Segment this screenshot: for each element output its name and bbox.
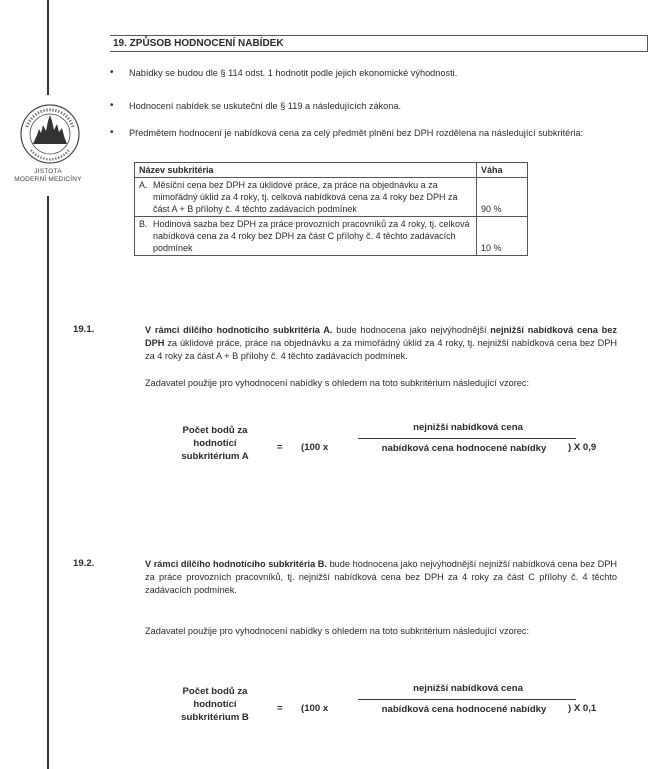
criterion-letter: B.	[139, 219, 148, 229]
bold-phrase: V rámci dílčího hodnotícího subkritéria B.	[145, 559, 327, 569]
bullet-dot-icon: •	[110, 127, 114, 138]
bold-phrase: nejnižší nabídková cena bez DPH	[145, 325, 617, 348]
formula-left-side: Počet bodů za hodnotící subkritérium B	[181, 686, 249, 723]
weight-cell: 10 %	[477, 217, 528, 256]
criterion-letter: A.	[139, 180, 148, 190]
formula-close: ) X 0,9	[568, 442, 597, 453]
criterion-cell	[135, 178, 477, 217]
bullet-dot-icon: •	[110, 100, 114, 111]
criterion-text: Měsíční cena bez DPH za úklidové práce, za práce na objednávku a za mimořádný úklid za 4 roky, tj. celková nabídková cena za 4 roky bez DPH za část A + B přílohy č. 4 těchto zadávacích podmínek	[153, 180, 458, 214]
bold-phrase: V rámci dílčího hodnotícího subkritéria A.	[145, 325, 333, 335]
subcriteria-table	[134, 162, 528, 256]
subsection-number: 19.2.	[73, 558, 95, 569]
criterion-cell	[135, 217, 477, 256]
weight-cell: 90 %	[477, 178, 528, 217]
column-header-name: Název subkritéria	[135, 163, 477, 178]
formula-equals: =	[277, 442, 283, 453]
bullet-text: Nabídky se budou dle § 114 odst. 1 hodnotit podle jejich ekonomické výhodnosti.	[129, 68, 458, 78]
formula-open: (100 x	[301, 442, 329, 453]
formula-b	[150, 685, 620, 755]
formula-a	[150, 424, 620, 494]
bullet-text: Hodnocení nabídek se uskuteční dle § 119 a následujících zákona.	[129, 101, 402, 111]
logo-caption: JISTOTA MODERNÍ MEDICÍNY	[14, 168, 82, 183]
table-header-row	[135, 163, 528, 178]
formula-numerator: nejnižší nabídková cena	[413, 683, 523, 694]
section-header-box	[110, 35, 648, 52]
subsection-paragraph: V rámci dílčího hodnotícího subkritéria B. bude hodnocena jako nejvýhodnější nejnižší nabídková cena bez DPH za práce provozních pracovníků, tj. nejnižší nabídková cena bez DPH za 4 roky za část C přílohy č. 4 těchto zadávacích podmínek.	[145, 559, 617, 595]
bullet-text: Předmětem hodnocení je nabídková cena za celý předmět plnění bez DPH rozdělena na následující subkritéria:	[129, 128, 584, 138]
bullet-dot-icon: •	[110, 67, 114, 78]
formula-denominator: nabídková cena hodnocené nabídky	[381, 704, 547, 715]
margin-rule-bottom	[47, 196, 49, 769]
section-title: 19. ZPŮSOB HODNOCENÍ NABÍDEK	[113, 38, 284, 49]
hospital-seal-logo	[19, 103, 81, 165]
formula-close: ) X 0,1	[568, 703, 597, 714]
subsection-paragraph: V rámci dílčího hodnotícího subkritéria A. bude hodnocena jako nejvýhodnější nejnižší nabídková cena bez DPH za úklidové práce, práce na objednávku a za mimořádný úklid za 4 roky, tj. nejnižší nabídková cena bez DPH za 4 roky za část A + B přílohy č. 4 těchto zadávacích podmínek.	[145, 325, 617, 361]
formula-left-side: Počet bodů za hodnotící subkritérium A	[181, 425, 249, 462]
fraction-line	[358, 699, 576, 700]
table-row	[135, 217, 528, 256]
subsection-number: 19.1.	[73, 324, 95, 335]
column-header-weight: Váha	[477, 163, 528, 178]
formula-numerator: nejnižší nabídková cena	[413, 422, 523, 433]
formula-equals: =	[277, 703, 283, 714]
table-row	[135, 178, 528, 217]
criterion-text: Hodinová sazba bez DPH za práce provozních pracovníků za 4 roky, tj. celková nabídková cena za 4 roky bez DPH za část C přílohy č. 4 těchto zadávacích podmínek	[153, 219, 470, 253]
formula-open: (100 x	[301, 703, 329, 714]
subsection-paragraph: Zadavatel použije pro vyhodnocení nabídky s ohledem na toto subkritérium následující vzorec:	[145, 378, 530, 388]
subsection-paragraph: Zadavatel použije pro vyhodnocení nabídky s ohledem na toto subkritérium následující vzorec:	[145, 626, 530, 636]
fraction-line	[358, 438, 576, 439]
margin-rule-top	[47, 0, 49, 95]
formula-denominator: nabídková cena hodnocené nabídky	[381, 443, 547, 454]
